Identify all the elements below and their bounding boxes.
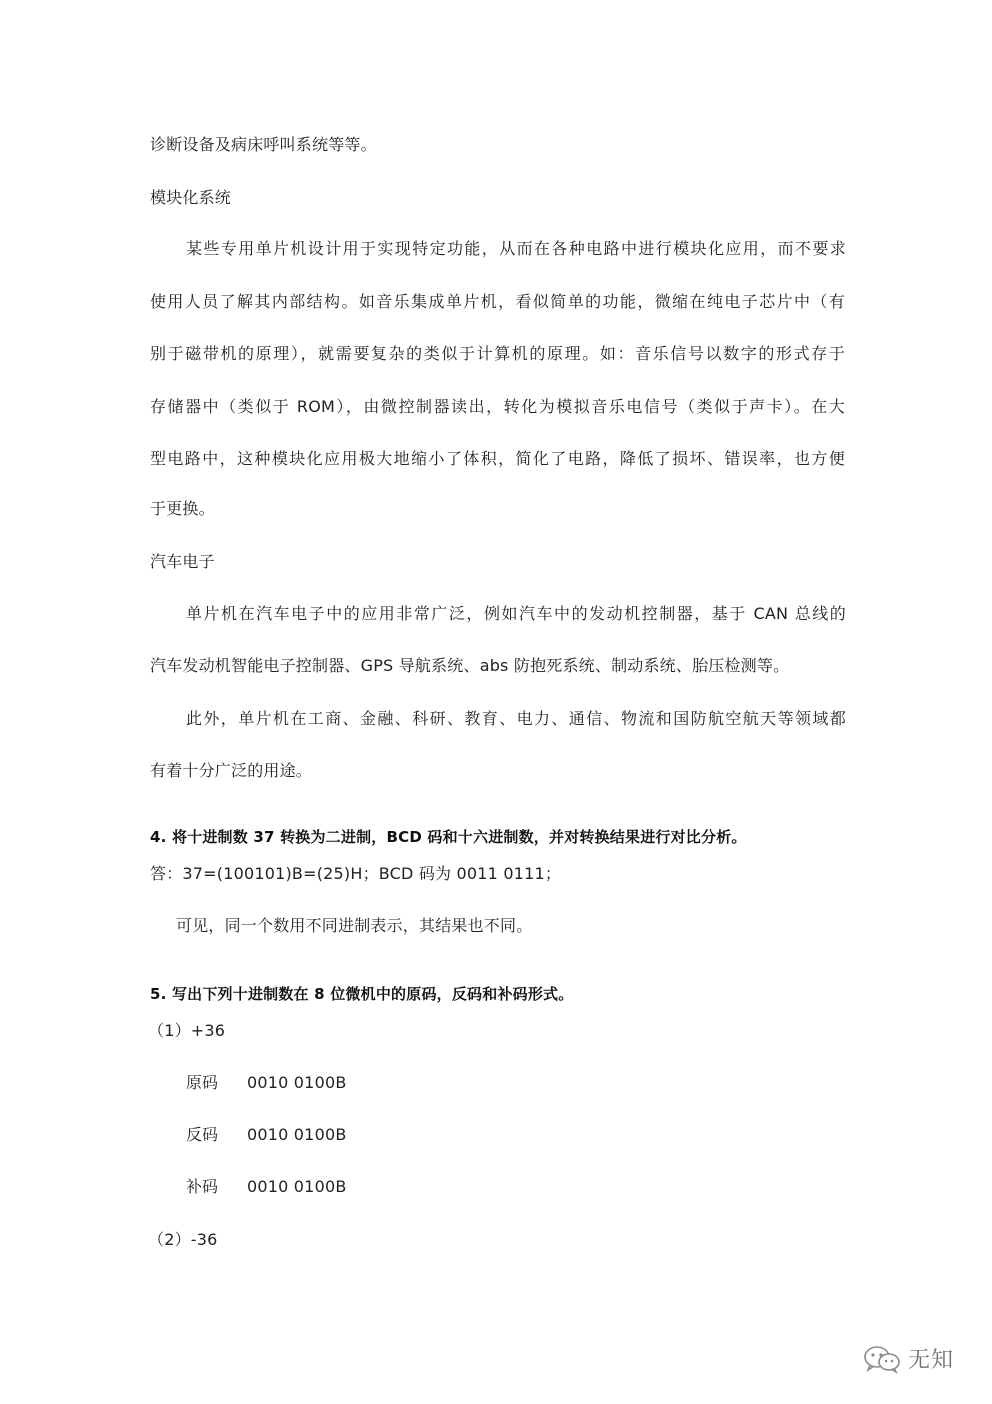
modular-line-4: 存储器中（类似于 ROM），由微控制器读出，转化为模拟音乐电信号（类似于声卡）。在大	[150, 397, 845, 416]
modular-line-1: 某些专用单片机设计用于实现特定功能，从而在各种电路中进行模块化应用，而不要求	[186, 239, 846, 258]
modular-line-3: 别于磁带机的原理），就需要复杂的类似于计算机的原理。如：音乐信号以数字的形式存于	[150, 344, 845, 363]
auto-line-2: 汽车发动机智能电子控制器、GPS 导航系统、abs 防抱死系统、制动系统、胎压检测等。	[150, 656, 790, 675]
twos-complement-label: 补码	[186, 1177, 219, 1196]
wechat-icon	[862, 1344, 902, 1378]
question-5: 5. 写出下列十进制数在 8 位微机中的原码，反码和补码形式。	[150, 985, 574, 1003]
heading-auto-electronics: 汽车电子	[150, 552, 215, 571]
paragraph-medical: 诊断设备及病床呼叫系统等等。	[150, 135, 377, 154]
question-4: 4. 将十进制数 37 转换为二进制，BCD 码和十六进制数，并对转换结果进行对比分析。	[150, 828, 747, 846]
item-plus-36: （1）+36	[148, 1021, 226, 1040]
modular-line-6: 于更换。	[150, 499, 215, 518]
modular-line-2: 使用人员了解其内部结构。如音乐集成单片机，看似简单的功能，微缩在纯电子芯片中（有	[150, 292, 845, 311]
twos-complement-value: 0010 0100B	[247, 1177, 347, 1196]
watermark-text: 无知	[908, 1348, 955, 1373]
ones-complement-label: 反码	[186, 1125, 219, 1144]
original-code-label: 原码	[186, 1073, 219, 1092]
answer-4-note: 可见，同一个数用不同进制表示，其结果也不同。	[176, 916, 533, 935]
answer-4: 答：37=(100101)B=(25)H；BCD 码为 0011 0111；	[150, 864, 562, 883]
modular-line-5: 型电路中，这种模块化应用极大地缩小了体积，简化了电路，降低了损坏、错误率，也方便	[150, 449, 845, 468]
ones-complement-value: 0010 0100B	[247, 1125, 347, 1144]
watermark	[862, 1344, 954, 1378]
auto-line-1: 单片机在汽车电子中的应用非常广泛，例如汽车中的发动机控制器，基于 CAN 总线的	[186, 604, 846, 623]
other-line-2: 有着十分广泛的用途。	[150, 761, 313, 780]
original-code-value: 0010 0100B	[247, 1073, 347, 1092]
item-minus-36: （2）-36	[148, 1230, 218, 1249]
heading-modular-system: 模块化系统	[150, 188, 232, 207]
other-line-1: 此外，单片机在工商、金融、科研、教育、电力、通信、物流和国防航空航天等领域都	[186, 709, 846, 728]
